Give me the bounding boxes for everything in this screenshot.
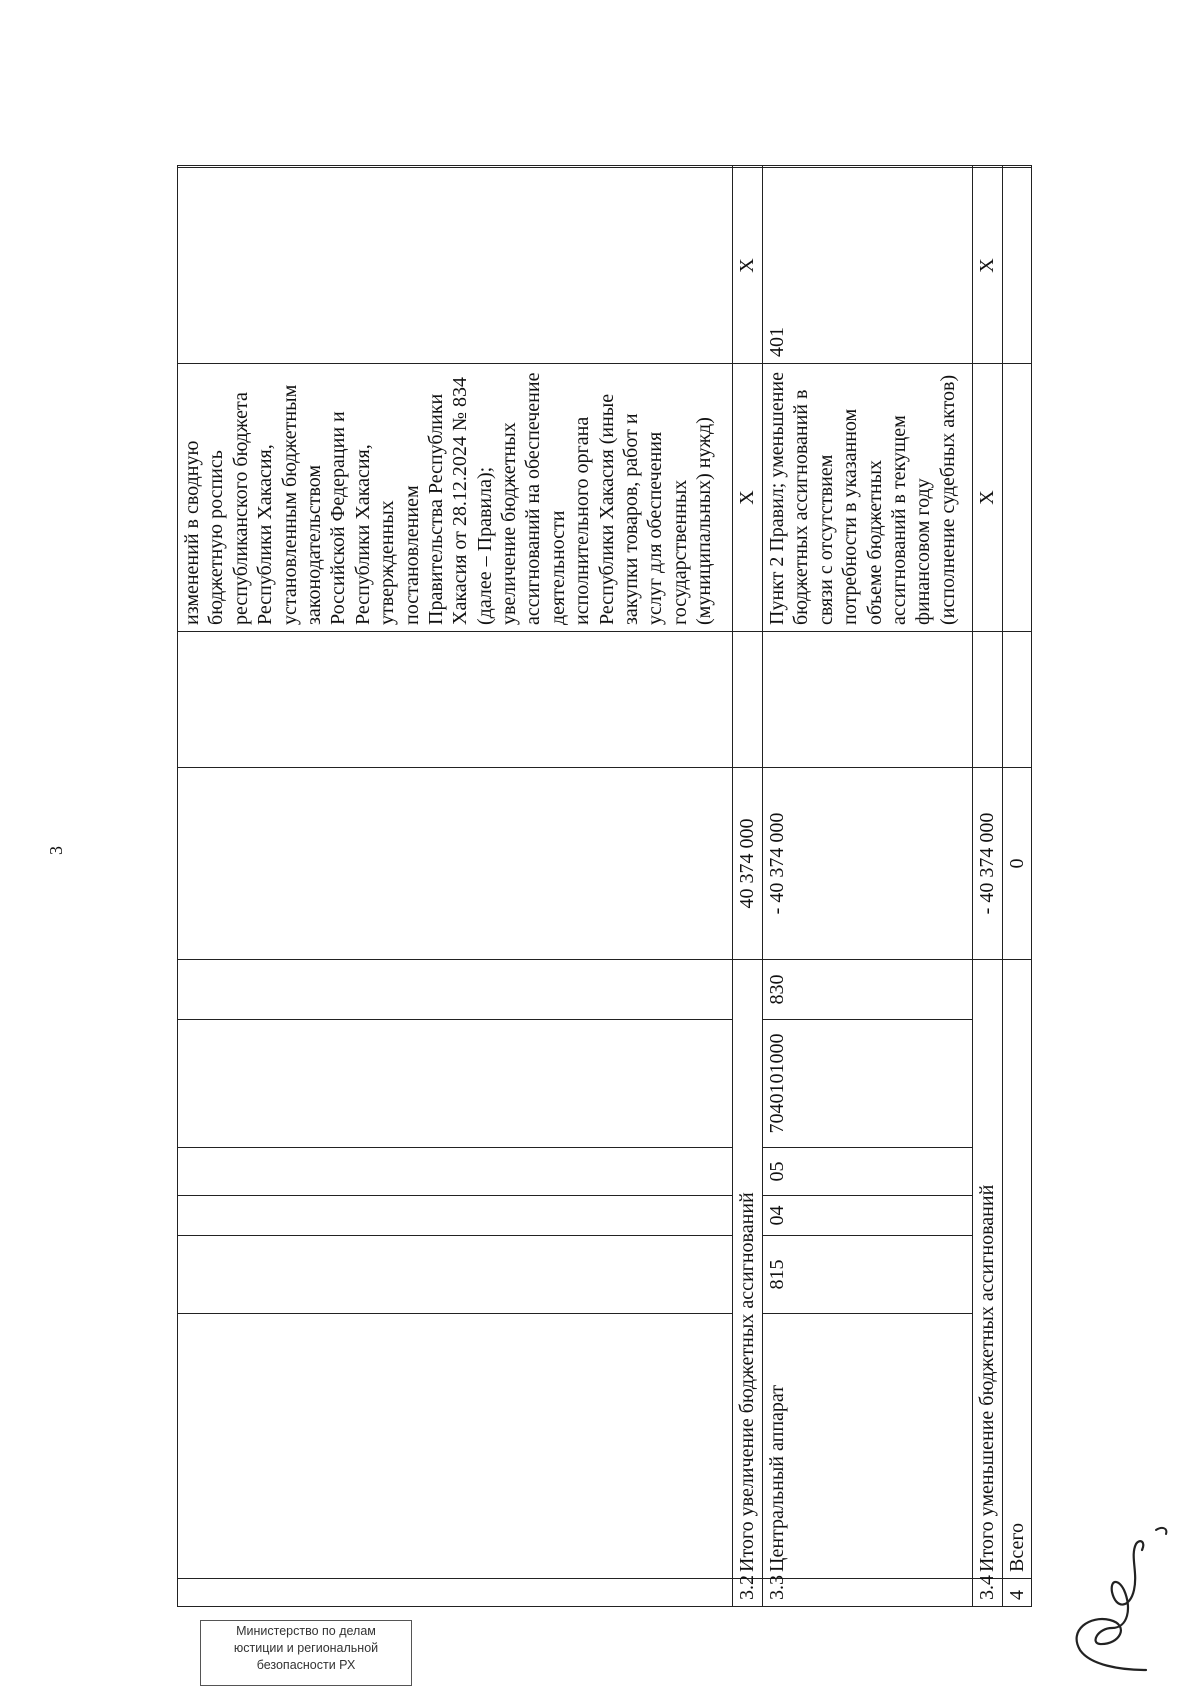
row-number: 3.2 [733, 1579, 763, 1607]
row-number: 3.3 [763, 1579, 973, 1607]
pr-code: 05 [763, 1148, 973, 1196]
budget-table [177, 165, 1032, 1607]
amount-cell: 0 [1003, 768, 1032, 960]
table-row-4 [1003, 166, 1032, 1607]
x-mark: X [973, 364, 1003, 632]
row-label: Итого уменьшение бюджетных ассигнований [973, 960, 1003, 1579]
ved-code: 815 [763, 1236, 973, 1314]
reason-code: 401 [763, 168, 973, 364]
page-number: 3 [46, 846, 66, 855]
amount-cell: - 40 374 000 [973, 768, 1003, 960]
table-row-3-3 [763, 166, 973, 1607]
x-mark: X [733, 364, 763, 632]
row-number: 4 [1003, 1579, 1032, 1607]
row-label: Итого увеличение бюджетных ассигнований [733, 960, 763, 1579]
amount-cell: 40 374 000 [733, 768, 763, 960]
vr-code: 830 [763, 960, 973, 1020]
x-mark: X [973, 168, 1003, 364]
basis-text: Пункт 2 Правил; уменьшение бюджетных ассигнований в связи с отсутствием потребности в указанном объеме бюджетных ассигнований в текущем финансовом году (исполнение судебных актов) [763, 364, 973, 632]
table-row-continuation [178, 166, 733, 1607]
ministry-stamp: Министерство по делам юстиции и региональной безопасности РХ [200, 1620, 412, 1686]
amount-cell: - 40 374 000 [763, 768, 973, 960]
rz-code: 04 [763, 1196, 973, 1236]
org-name: Центральный аппарат [763, 1314, 973, 1579]
handwritten-signature [1050, 1520, 1180, 1690]
row-label: Всего [1003, 960, 1032, 1579]
row-number: 3.4 [973, 1579, 1003, 1607]
table-row-3-4 [973, 166, 1003, 1607]
x-mark: X [733, 168, 763, 364]
table-row-3-2 [733, 166, 763, 1607]
continuation-text: изменений в сводную бюджетную роспись республиканского бюджета Республики Хакасия, установленным бюджетным законодательством Российской Федерации и Республики Хакасия, утвержденных постановлением Правительства Республики Хакасия от 28.12.2024 № 834 (далее – Правила); увеличение бюджетных ассигнований на обеспечение деятельности исполнительного органа Республики Хакасия (иные закупки товаров, работ и услуг для обеспечения государственных (муниципальных) нужд) [178, 364, 733, 632]
budget-table-rotated [177, 167, 1037, 1607]
csr-code: 7040101000 [763, 1020, 973, 1148]
